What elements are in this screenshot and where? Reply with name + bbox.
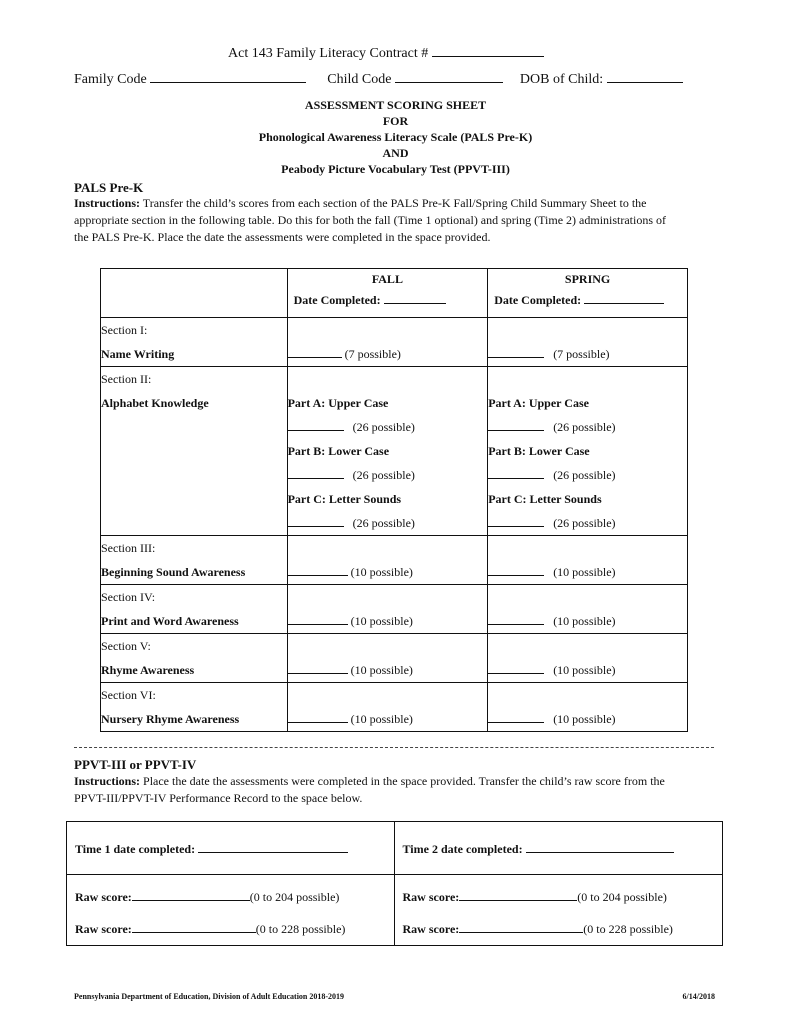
time1-raw-score-blank-2[interactable] [132,920,256,933]
section-1-name: Name Writing [101,347,175,361]
spring-part-b-blank[interactable] [488,466,544,479]
title-line-3: Phonological Awareness Literacy Scale (PALS Pre-K) [258,130,533,144]
contract-number-blank[interactable] [432,44,544,57]
section-1-fall-blank[interactable] [288,345,342,358]
fall-header-cell [287,269,488,318]
section-5-spring-possible: (10 possible) [553,663,616,677]
dashed-separator [74,747,714,748]
time1-scores-cell [67,875,395,946]
title-line-2: FOR [382,114,409,128]
fall-part-c-label: Part C: Letter Sounds [287,492,402,506]
spring-date-blank[interactable] [584,291,664,304]
spring-part-a-blank[interactable] [488,418,544,431]
section-1-spring-blank[interactable] [488,345,544,358]
codes-line [74,70,714,88]
time1-raw-score-label-2: Raw score: [75,922,132,936]
section-1-fall-cell [287,318,488,367]
child-code-label: Child Code [327,72,392,87]
table-row [67,875,723,946]
time2-raw-score-label-2: Raw score: [402,922,460,936]
section-3-fall-possible: (10 possible) [350,565,413,579]
spring-date-label: Date Completed: [494,293,582,307]
spring-part-c-blank[interactable] [488,514,544,527]
time2-raw-score-blank-1[interactable] [459,888,577,901]
table-header-row [101,269,688,318]
section-4-spring-cell [488,585,688,634]
ppvt-heading: PPVT-III or PPVT-IV [74,757,197,772]
time1-raw-score-label-1: Raw score: [75,890,132,904]
section-6-fall-blank[interactable] [288,710,348,723]
fall-part-c-possible: (26 possible) [352,516,415,530]
section-3-name: Beginning Sound Awareness [101,565,246,579]
time1-possible-228: (0 to 228 possible) [255,922,346,936]
section-4-label-cell [101,585,288,634]
section-4-spring-possible: (10 possible) [553,614,616,628]
fall-part-a-blank[interactable] [288,418,344,431]
section-5-number: Section V: [101,639,151,653]
section-3-label-cell [101,536,288,585]
section-5-spring-cell [488,634,688,683]
spring-label: SPRING [564,272,611,286]
ppvt-instructions-text: Place the date the assessments were completed in the space provided. Transfer the child’s raw score from the PPVT-III/PPVT-IV Performance Record to the space below. [74,774,665,805]
dob-blank[interactable] [607,70,683,83]
pals-score-table [100,268,688,732]
section-3-fall-cell [287,536,488,585]
fall-part-a-possible: (26 possible) [352,420,415,434]
title-line-1: ASSESSMENT SCORING SHEET [304,98,487,112]
table-row [101,585,688,634]
time1-possible-204: (0 to 204 possible) [249,890,340,904]
fall-label: FALL [371,272,403,286]
section-6-name: Nursery Rhyme Awareness [101,712,240,726]
section-3-number: Section III: [101,541,156,555]
section-4-fall-possible: (10 possible) [350,614,413,628]
section-3-spring-blank[interactable] [488,563,544,576]
section-4-fall-blank[interactable] [288,612,348,625]
section-1-fall-possible: (7 possible) [344,347,401,361]
spring-part-c-possible: (26 possible) [553,516,616,530]
time1-date-label: Time 1 date completed: [75,841,196,856]
section-1-spring-cell [488,318,688,367]
section-2-spring-cell [488,367,688,536]
section-4-spring-blank[interactable] [488,612,544,625]
section-6-fall-possible: (10 possible) [350,712,413,726]
table-row [101,634,688,683]
time2-date-cell [394,822,723,875]
time2-raw-score-label-1: Raw score: [402,890,460,904]
time1-raw-score-blank-1[interactable] [132,888,250,901]
section-5-fall-possible: (10 possible) [350,663,413,677]
footer-left: Pennsylvania Department of Education, Division of Adult Education 2018-2019 [74,992,345,1001]
section-6-fall-cell [287,683,488,732]
table-row [101,367,688,536]
contract-label: Act 143 Family Literacy Contract # [228,46,429,61]
section-5-fall-blank[interactable] [288,661,348,674]
section-2-number: Section II: [101,372,152,386]
section-6-spring-blank[interactable] [488,710,544,723]
dob-label: DOB of Child: [519,72,604,87]
section-5-spring-blank[interactable] [488,661,544,674]
contract-line [228,44,544,62]
ppvt-instructions-label: Instructions: [74,774,141,788]
fall-part-b-label: Part B: Lower Case [287,444,390,458]
section-2-label-cell [101,367,288,536]
section-2-name: Alphabet Knowledge [101,396,209,410]
table-row [101,318,688,367]
section-4-number: Section IV: [101,590,156,604]
ppvt-instructions [74,773,674,807]
spring-part-b-possible: (26 possible) [553,468,616,482]
pals-instructions [74,195,674,246]
fall-part-b-blank[interactable] [288,466,344,479]
spring-part-a-label: Part A: Upper Case [488,396,589,410]
section-6-spring-cell [488,683,688,732]
section-4-name: Print and Word Awareness [101,614,239,628]
pals-instructions-label: Instructions: [74,196,141,210]
time2-possible-228: (0 to 228 possible) [583,922,673,936]
table-row [67,822,723,875]
fall-part-a-label: Part A: Upper Case [287,396,389,410]
section-3-fall-blank[interactable] [288,563,348,576]
time1-date-cell [67,822,395,875]
fall-date-blank[interactable] [384,291,446,304]
table-row [101,536,688,585]
table-row [101,683,688,732]
section-4-fall-cell [287,585,488,634]
family-code-blank[interactable] [150,70,306,83]
section-1-spring-possible: (7 possible) [553,347,610,361]
section-6-number: Section VI: [101,688,156,702]
section-6-label-cell [101,683,288,732]
section-2-fall-cell [287,367,488,536]
time2-scores-cell [394,875,723,946]
pals-instructions-text: Transfer the child’s scores from each section of the PALS Pre-K Fall/Spring Child Summary Sheet to the appropriate section in the following table. Do this for both the fall (Time 1 optional) and spring (Time 2) administrations of the PALS Pre-K. Place the date the assessments were completed in the space provided. [74,196,667,244]
footer-date: 6/14/2018 [682,992,715,1001]
section-1-label-cell [101,318,288,367]
title-line-5: Peabody Picture Vocabulary Test (PPVT-III) [281,162,510,176]
section-5-fall-cell [287,634,488,683]
time2-date-label: Time 2 date completed: [402,841,523,856]
time2-date-blank[interactable] [526,840,674,853]
fall-date-label: Date Completed: [293,293,381,307]
fall-part-c-blank[interactable] [288,514,344,527]
section-5-label-cell [101,634,288,683]
spring-header-cell [488,269,688,318]
fall-part-b-possible: (26 possible) [352,468,415,482]
time2-possible-204: (0 to 204 possible) [577,890,667,904]
section-3-spring-possible: (10 possible) [553,565,616,579]
title-line-4: AND [382,146,409,160]
spring-part-a-possible: (26 possible) [553,420,616,434]
time1-date-blank[interactable] [198,840,348,853]
child-code-blank[interactable] [395,70,503,83]
time2-raw-score-blank-2[interactable] [459,920,583,933]
spring-part-c-label: Part C: Letter Sounds [488,492,602,506]
blank-header-cell [101,269,288,318]
pals-heading: PALS Pre-K [74,180,144,195]
section-3-spring-cell [488,536,688,585]
spring-part-b-label: Part B: Lower Case [488,444,590,458]
family-code-label: Family Code [74,72,147,87]
section-5-name: Rhyme Awareness [101,663,195,677]
section-1-number: Section I: [101,323,148,337]
ppvt-score-table [66,821,723,946]
section-6-spring-possible: (10 possible) [553,712,616,726]
